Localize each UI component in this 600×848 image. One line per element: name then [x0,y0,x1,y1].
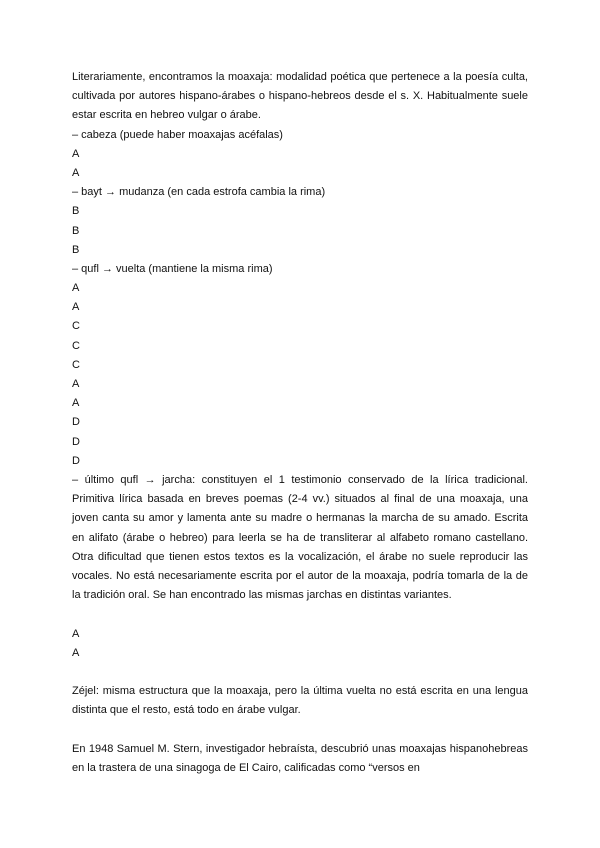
document-body [72,68,528,778]
jarcha-paragraph: – último qufl → jarcha: constituyen el 1 testimonio conservado de la lírica tradicional. Primitiva lírica basada en breves poemas (2-4 vv.) situados al final de una moaxaja, una joven canta su amor y lamenta ante su madre o hermanas la marcha de su amado. Escrita en alifato (árabe o hebreo) para leerla se ha de transliterar al alfabeto romano castellano. Otra dificultad que tienen estos textos es la vocalización, el árabe no suele reproducir las vocales. No está necesariamente escrita por el autor de la moaxaja, podría tomarla de la de la tradición oral. Se han encontrado las mismas jarchas en distintas variantes. [72,473,528,602]
rhyme-letter: A [72,397,80,410]
rhyme-letter: A [72,166,80,179]
rhyme-letter: A [72,646,80,659]
rhyme-letter: B [72,224,80,237]
rhyme-letter: C [72,320,80,333]
cabeza-label: – cabeza (puede haber moaxajas acéfalas) [72,128,283,141]
blank-line [72,721,528,740]
bayt-label: – bayt → mudanza (en cada estrofa cambia la rima) [72,186,326,199]
rhyme-letter: A [72,627,80,640]
rhyme-letter: B [72,243,80,256]
rhyme-letter: A [72,147,80,160]
rhyme-letter: A [72,378,80,391]
qufl-label: – qufl → vuelta (mantiene la misma rima) [72,262,273,275]
rhyme-letter: D [72,454,80,467]
intro-paragraph: Literariamente, encontramos la moaxaja: modalidad poética que pertenece a la poesía culta, cultivada por autores hispano-árabes o hispano-hebreos desde el s. X. Habitualmente suele estar escrita en hebreo vulgar o árabe. [72,71,528,122]
blank-line [72,663,528,682]
rhyme-letter: D [72,416,80,429]
rhyme-letter: C [72,339,80,352]
rhyme-letter: A [72,301,80,314]
rhyme-letter: A [72,282,80,295]
stern-paragraph: En 1948 Samuel M. Stern, investigador hebraísta, descubrió unas moaxajas hispanohebreas en la trastera de una sinagoga de El Cairo, calificadas como “versos en [72,742,528,774]
rhyme-letter: C [72,358,80,371]
rhyme-letter: B [72,205,80,218]
zejel-paragraph: Zéjel: misma estructura que la moaxaja, pero la última vuelta no está escrita en una lengua distinta que el resto, está todo en árabe vulgar. [72,685,528,717]
rhyme-letter: D [72,435,80,448]
blank-line [72,605,528,624]
